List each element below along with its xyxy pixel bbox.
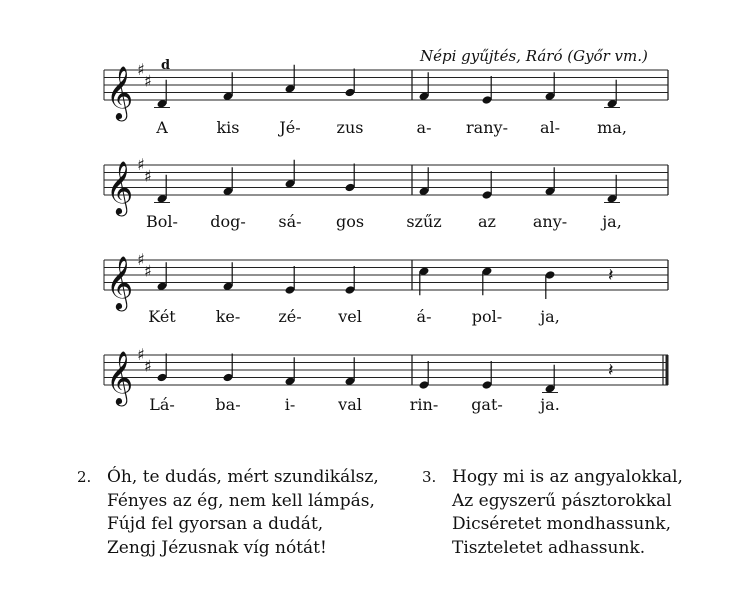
- verse-line: Tiszteletet adhassunk.: [452, 537, 646, 558]
- lyric-syllable: kis: [216, 118, 240, 137]
- lyric-syllable: ma,: [597, 118, 627, 137]
- sharp-sign-icon: ♯: [144, 356, 152, 376]
- lyric-syllable: az: [478, 212, 496, 231]
- lyric-syllable: Két: [148, 307, 176, 326]
- lyric-syllable: á-: [416, 307, 432, 326]
- sharp-sign-icon: ♯: [137, 345, 145, 364]
- lyric-syllable: val: [338, 395, 362, 414]
- verse-number: 2.: [77, 468, 92, 486]
- lyric-syllable: al-: [539, 118, 561, 137]
- lyric-syllable: ba-: [215, 395, 241, 414]
- sharp-sign-icon: ♯: [137, 155, 145, 174]
- lyric-syllable: zé-: [278, 307, 302, 326]
- verse-3: [422, 466, 683, 560]
- lyric-syllable: sá-: [278, 212, 302, 231]
- verse-line: Zengj Jézusnak víg nótát!: [107, 537, 327, 558]
- lyric-syllable: ja,: [540, 307, 560, 326]
- lyric-syllable: pol-: [471, 307, 503, 326]
- lyric-syllable: dog-: [210, 212, 246, 231]
- sharp-sign-icon: ♯: [144, 71, 152, 91]
- verse-line: Fényes az ég, nem kell lámpás,: [107, 490, 375, 511]
- lyric-syllable: zus: [336, 118, 364, 137]
- lyric-syllable: ja.: [540, 395, 560, 414]
- verse-line: Dicséretet mondhassunk,: [452, 514, 672, 534]
- lyric-syllable: A: [156, 118, 168, 137]
- verse-line: Hogy mi is az angyalokkal,: [452, 467, 683, 487]
- verse-line: Fújd fel gyorsan a dudát,: [107, 514, 324, 534]
- treble-clef-icon: 𝄞: [106, 350, 134, 404]
- lyric-syllable: gos: [335, 212, 365, 231]
- lyric-syllable: gat-: [471, 395, 503, 414]
- lyric-syllable: any-: [532, 212, 568, 231]
- lyric-syllable: rin-: [409, 395, 439, 414]
- treble-clef-icon: 𝄞: [106, 65, 134, 119]
- verse-2: [77, 466, 379, 560]
- source-attribution: Népi gyűjtés, Ráró (Győr vm.): [420, 47, 648, 65]
- lyric-syllable: Lá-: [149, 395, 175, 414]
- lyric-syllable: rany-: [466, 118, 508, 137]
- lyric-syllable: vel: [338, 307, 362, 326]
- lyric-syllable: i-: [284, 395, 296, 414]
- tempo-mark: d: [161, 58, 171, 73]
- sharp-sign-icon: ♯: [137, 250, 145, 269]
- lyric-syllable: Jé-: [279, 118, 301, 137]
- treble-clef-icon: 𝄞: [106, 255, 134, 309]
- lyric-syllable: Bol-: [146, 212, 178, 231]
- lyric-syllable: a-: [416, 118, 432, 137]
- rest-icon: 𝄽: [608, 360, 614, 381]
- lyric-syllable: szűz: [406, 212, 442, 231]
- lyric-syllable: ke-: [215, 307, 241, 326]
- lyric-syllable: ja,: [602, 212, 622, 231]
- verse-line: Óh, te dudás, mért szundikálsz,: [107, 467, 379, 487]
- sharp-sign-icon: ♯: [144, 166, 152, 186]
- sharp-sign-icon: ♯: [137, 60, 145, 79]
- sharp-sign-icon: ♯: [144, 261, 152, 281]
- treble-clef-icon: 𝄞: [106, 160, 134, 214]
- rest-icon: 𝄽: [608, 265, 614, 286]
- verse-line: Az egyszerű pásztorokkal: [452, 490, 672, 511]
- verse-number: 3.: [422, 468, 437, 486]
